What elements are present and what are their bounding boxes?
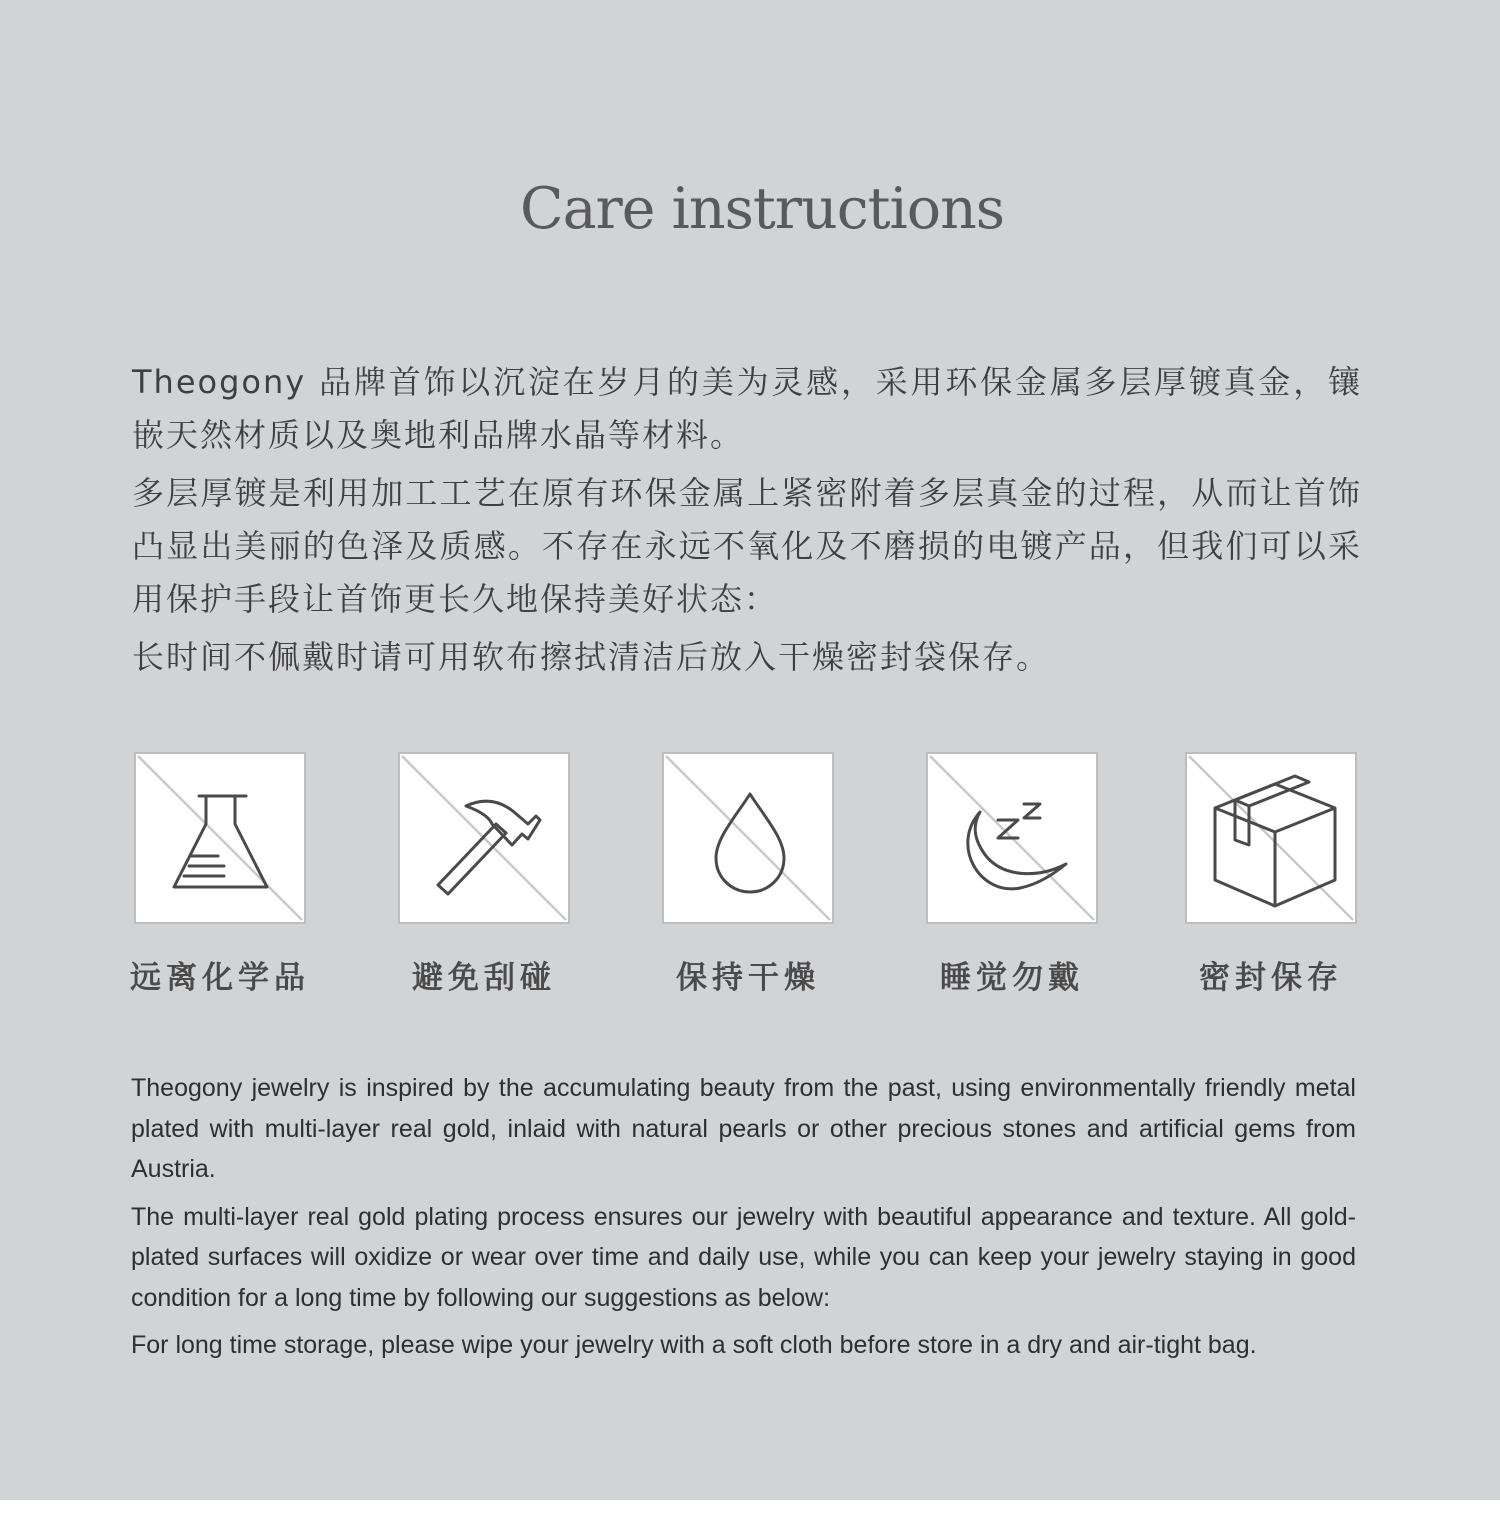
page-title: Care instructions (519, 176, 1005, 242)
care-icon-box (1185, 752, 1357, 924)
care-label: 避免刮碰 (412, 960, 556, 996)
care-item-chemicals (130, 752, 310, 996)
english-paragraph: The multi-layer real gold plating process ensures our jewelry with beautiful appearance and texture. All gold-plated surfaces will oxidize or wear over time and daily use, while you can keep your jewelry staying in good condition for a long time by following our suggestions as below: (131, 1202, 1356, 1312)
care-item-dry (662, 752, 834, 996)
care-icon-box (398, 752, 570, 924)
care-icons-row (0, 752, 1500, 1002)
english-paragraph: For long time storage, please wipe your jewelry with a soft cloth before store in a dry and air-tight bag. (131, 1331, 1257, 1359)
care-item-scratch (398, 752, 570, 996)
care-icon-box (926, 752, 1098, 924)
chinese-paragraph: 多层厚镀是利用加工工艺在原有环保金属上紧密附着多层真金的过程，从而让首饰凸显出美丽的色泽及质感。不存在永远不氧化及不磨损的电镀产品，但我们可以采用保护手段让首饰更长久地保持美好状态： (132, 474, 1362, 618)
english-paragraph: Theogony jewelry is inspired by the accumulating beauty from the past, using environmentally friendly metal plated with multi-layer real gold, inlaid with natural pearls or other precious stones and artificial gems from Austria. (131, 1074, 1356, 1183)
box-icon (1187, 754, 1355, 922)
care-icon-box (662, 752, 834, 924)
hammer-icon (400, 754, 568, 922)
flask-icon (136, 754, 304, 922)
care-label: 睡觉勿戴 (940, 960, 1084, 996)
care-item-sleep (926, 752, 1098, 996)
chinese-description (132, 356, 1362, 689)
chinese-paragraph: 长时间不佩戴时请可用软布擦拭清洁后放入干燥密封袋保存。 (132, 638, 1051, 676)
water-drop-icon (664, 754, 832, 922)
care-label: 密封保存 (1199, 960, 1343, 996)
english-description (131, 1068, 1356, 1373)
care-item-sealed (1185, 752, 1357, 996)
moon-sleep-icon (928, 754, 1096, 922)
care-icon-box (134, 752, 306, 924)
care-label: 远离化学品 (130, 960, 310, 996)
care-label: 保持干燥 (676, 960, 820, 996)
chinese-paragraph: Theogony 品牌首饰以沉淀在岁月的美为灵感，采用环保金属多层厚镀真金，镶嵌天然材质以及奥地利品牌水晶等材料。 (132, 363, 1362, 454)
